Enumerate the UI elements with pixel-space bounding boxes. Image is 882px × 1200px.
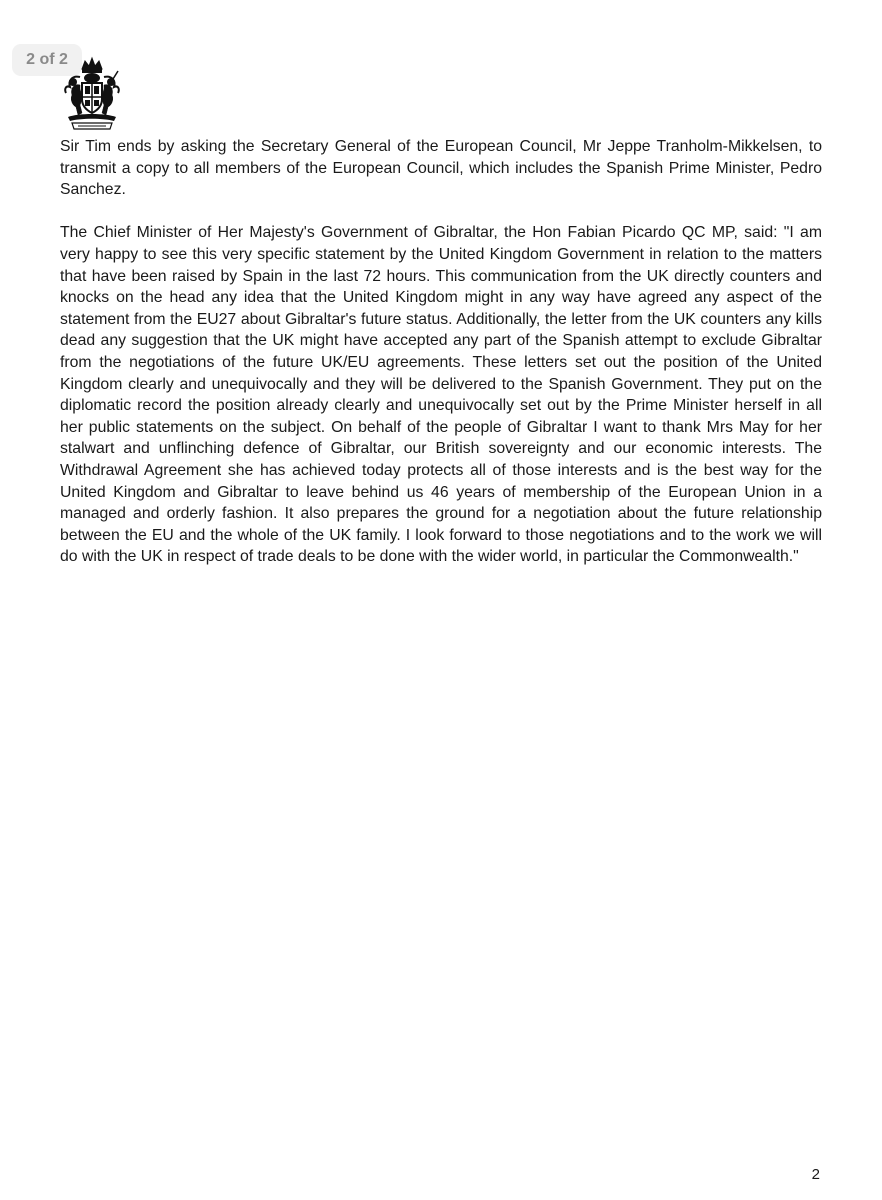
royal-coat-of-arms-icon — [58, 55, 126, 133]
page-indicator-badge: 2 of 2 — [12, 44, 82, 76]
paragraph-secretary-general: Sir Tim ends by asking the Secretary General of the European Council, Mr Jeppe Tranholm-Mikkelsen, to transmit a copy to all members of the European Council, which includes the Spanish Prime Minister, Pedro Sanchez. — [60, 138, 822, 199]
page-number: 2 — [811, 1166, 820, 1183]
letter-body — [60, 136, 822, 589]
paragraph-chief-minister-statement: The Chief Minister of Her Majesty's Government of Gibraltar, the Hon Fabian Picardo QC MP, said: "I am very happy to see this very specific statement by the United Kingdom Government in relation to the matters that have been raised by Spain in the last 72 hours. This communication from the UK directly counters and knocks on the head any idea that the United Kingdom might in any way have agreed any aspect of the statement from the EU27 about Gibraltar's future status. Additionally, the letter from the UK counters any kills dead any suggestion that the UK might have accepted any part of the Spanish attempt to exclude Gibraltar from the negotiations of the future UK/EU agreements. These letters set out the position of the United Kingdom clearly and unequivocally and they will be delivered to the Spanish Government. They put on the diplomatic record the position already clearly and unequivocally set out by the Prime Minister herself in all her public statements on the subject. On behalf of the people of Gibraltar I want to thank Mrs May for her stalwart and unflinching defence of Gibraltar, our British sovereignty and our economic interests. The Withdrawal Agreement she has achieved today protects all of those interests and is the best way for the United Kingdom and Gibraltar to leave behind us 46 years of membership of the European Union in a managed and orderly fashion. It also prepares the ground for a negotiation about the future relationship between the EU and the whole of the UK family. I look forward to those negotiations and to the work we will do with the UK in respect of trade deals to be done with the wider world, in particular the Commonwealth." — [60, 224, 822, 566]
